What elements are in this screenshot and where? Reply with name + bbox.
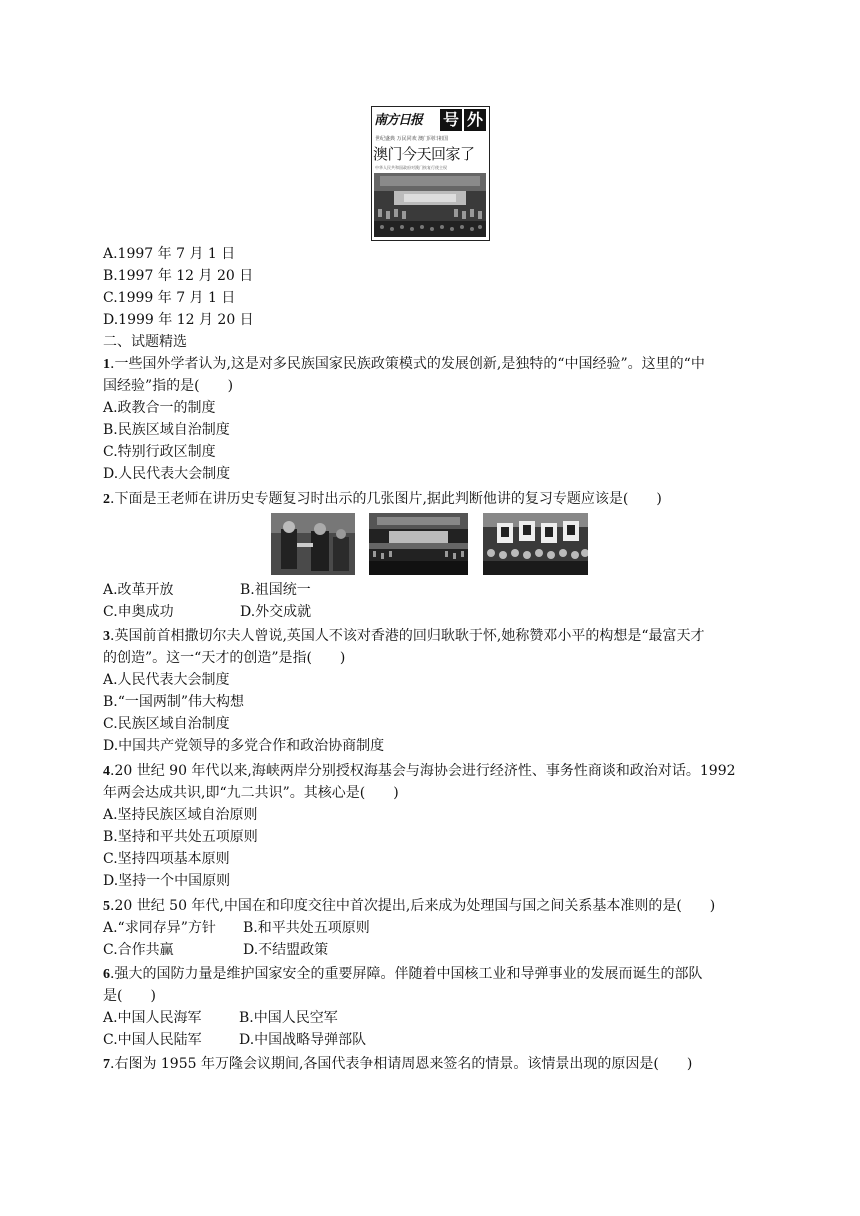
q2-photo-celebration — [483, 513, 588, 575]
newspaper-extra-char-2: 外 — [464, 109, 486, 131]
q5-option-d: D.不结盟政策 — [243, 942, 329, 958]
q2-stem — [103, 488, 662, 511]
q2-options-row2 — [103, 601, 503, 623]
q7-stem — [103, 1053, 692, 1076]
q3-option-d: D.中国共产党领导的多党合作和政治协商制度 — [103, 738, 385, 754]
q6-stem-line1 — [103, 963, 702, 986]
q4-option-a: A.坚持民族区域自治原则 — [103, 807, 258, 823]
q5-option-c: C.合作共赢 — [103, 942, 174, 958]
q2-photo-ceremony — [369, 513, 468, 575]
q4-stem-line1 — [103, 760, 736, 783]
q1-option-a: A.政教合一的制度 — [103, 400, 216, 416]
prev-option-b: B.1997 年 12 月 20 日 — [103, 268, 254, 284]
q1-option-b: B.民族区域自治制度 — [103, 422, 230, 438]
prev-option-c: C.1999 年 7 月 1 日 — [103, 290, 236, 306]
q2-number: 2 — [103, 492, 110, 507]
q5-option-a: A.“求同存异”方针 — [103, 920, 216, 936]
prev-option-a: A.1997 年 7 月 1 日 — [103, 246, 236, 262]
prev-option-d: D.1999 年 12 月 20 日 — [103, 312, 254, 328]
q1-stem-line2: 国经验”指的是( ) — [103, 378, 234, 394]
q5-stem — [103, 895, 715, 918]
newspaper-headline: 澳门今天回家了 — [373, 145, 475, 163]
q2-photo-handshake — [271, 513, 355, 575]
q6-option-c: C.中国人民陆军 — [103, 1032, 202, 1048]
q6-option-d: D.中国战略导弹部队 — [239, 1032, 367, 1048]
q3-option-a: A.人民代表大会制度 — [103, 672, 230, 688]
q4-option-c: C.坚持四项基本原则 — [103, 851, 230, 867]
q2-option-c: C.申奥成功 — [103, 604, 174, 620]
q5-options-row2 — [103, 939, 503, 961]
newspaper-masthead: 南方日报 — [374, 113, 423, 128]
section-title: 二、试题精选 — [103, 334, 187, 350]
q6-options-row2 — [103, 1029, 503, 1051]
q6-text-1: .强大的国防力量是维护国家安全的重要屏障。伴随着中国核工业和导弹事业的发展而诞生的部队 — [110, 966, 703, 982]
q2-option-d: D.外交成就 — [240, 604, 312, 620]
q6-option-b: B.中国人民空军 — [239, 1010, 338, 1026]
newspaper-ceremony-photo — [374, 173, 486, 237]
q5-option-b: B.和平共处五项原则 — [243, 920, 370, 936]
q3-stem-line1 — [103, 625, 705, 648]
q4-text-1: .20 世纪 90 年代以来,海峡两岸分别授权海基会与海协会进行经济性、事务性商谈和政治对话。1992 — [110, 763, 736, 779]
q5-options-row1 — [103, 917, 503, 939]
newspaper-extra-image — [371, 106, 490, 241]
q2-options-row1 — [103, 579, 503, 601]
q3-number: 3 — [103, 629, 110, 644]
q5-text: .20 世纪 50 年代,中国在和印度交往中首次提出,后来成为处理国与国之间关系基本准则的是( ) — [110, 898, 716, 914]
q6-options-row1 — [103, 1007, 503, 1029]
q3-option-b: B.“一国两制”伟大构想 — [103, 694, 245, 710]
q2-option-b: B.祖国统一 — [240, 582, 311, 598]
q1-text-1: .一些国外学者认为,这是对多民族国家民族政策模式的发展创新,是独特的“中国经验”。这里的“中 — [110, 356, 705, 372]
q1-stem-line1 — [103, 353, 705, 376]
q1-option-c: C.特别行政区制度 — [103, 444, 216, 460]
q4-stem-line2: 年两会达成共识,即“九二共识”。其核心是( ) — [103, 785, 399, 801]
q6-number: 6 — [103, 967, 110, 982]
q6-option-a: A.中国人民海军 — [103, 1010, 202, 1026]
newspaper-header — [374, 109, 486, 133]
newspaper-smallline: 中华人民共和国政府对澳门恢复行使主权 — [375, 165, 447, 170]
q4-number: 4 — [103, 764, 110, 779]
q3-stem-line2: 的创造”。这一“天才的创造”是指( ) — [103, 650, 346, 666]
q1-option-d: D.人民代表大会制度 — [103, 466, 231, 482]
q4-option-b: B.坚持和平共处五项原则 — [103, 829, 258, 845]
q3-option-c: C.民族区域自治制度 — [103, 716, 230, 732]
q2-option-a: A.改革开放 — [103, 582, 174, 598]
newspaper-subline: 世纪盛典 万民同欢 澳门回归祖国 — [375, 136, 449, 142]
q2-text: .下面是王老师在讲历史专题复习时出示的几张图片,据此判断他讲的复习专题应该是( ) — [110, 491, 662, 507]
q5-number: 5 — [103, 899, 110, 914]
q7-text: .右图为 1955 年万隆会议期间,各国代表争相请周恩来签名的情景。该情景出现的原因是( ) — [110, 1056, 693, 1072]
q3-text-1: .英国前首相撒切尔夫人曾说,英国人不该对香港的回归耿耿于怀,她称赞邓小平的构想是“最富天才 — [110, 628, 705, 644]
q4-option-d: D.坚持一个中国原则 — [103, 873, 231, 889]
q7-number: 7 — [103, 1057, 110, 1072]
newspaper-extra-char-1: 号 — [440, 109, 462, 131]
q1-number: 1 — [103, 357, 110, 372]
q6-stem-line2: 是( ) — [103, 988, 156, 1004]
